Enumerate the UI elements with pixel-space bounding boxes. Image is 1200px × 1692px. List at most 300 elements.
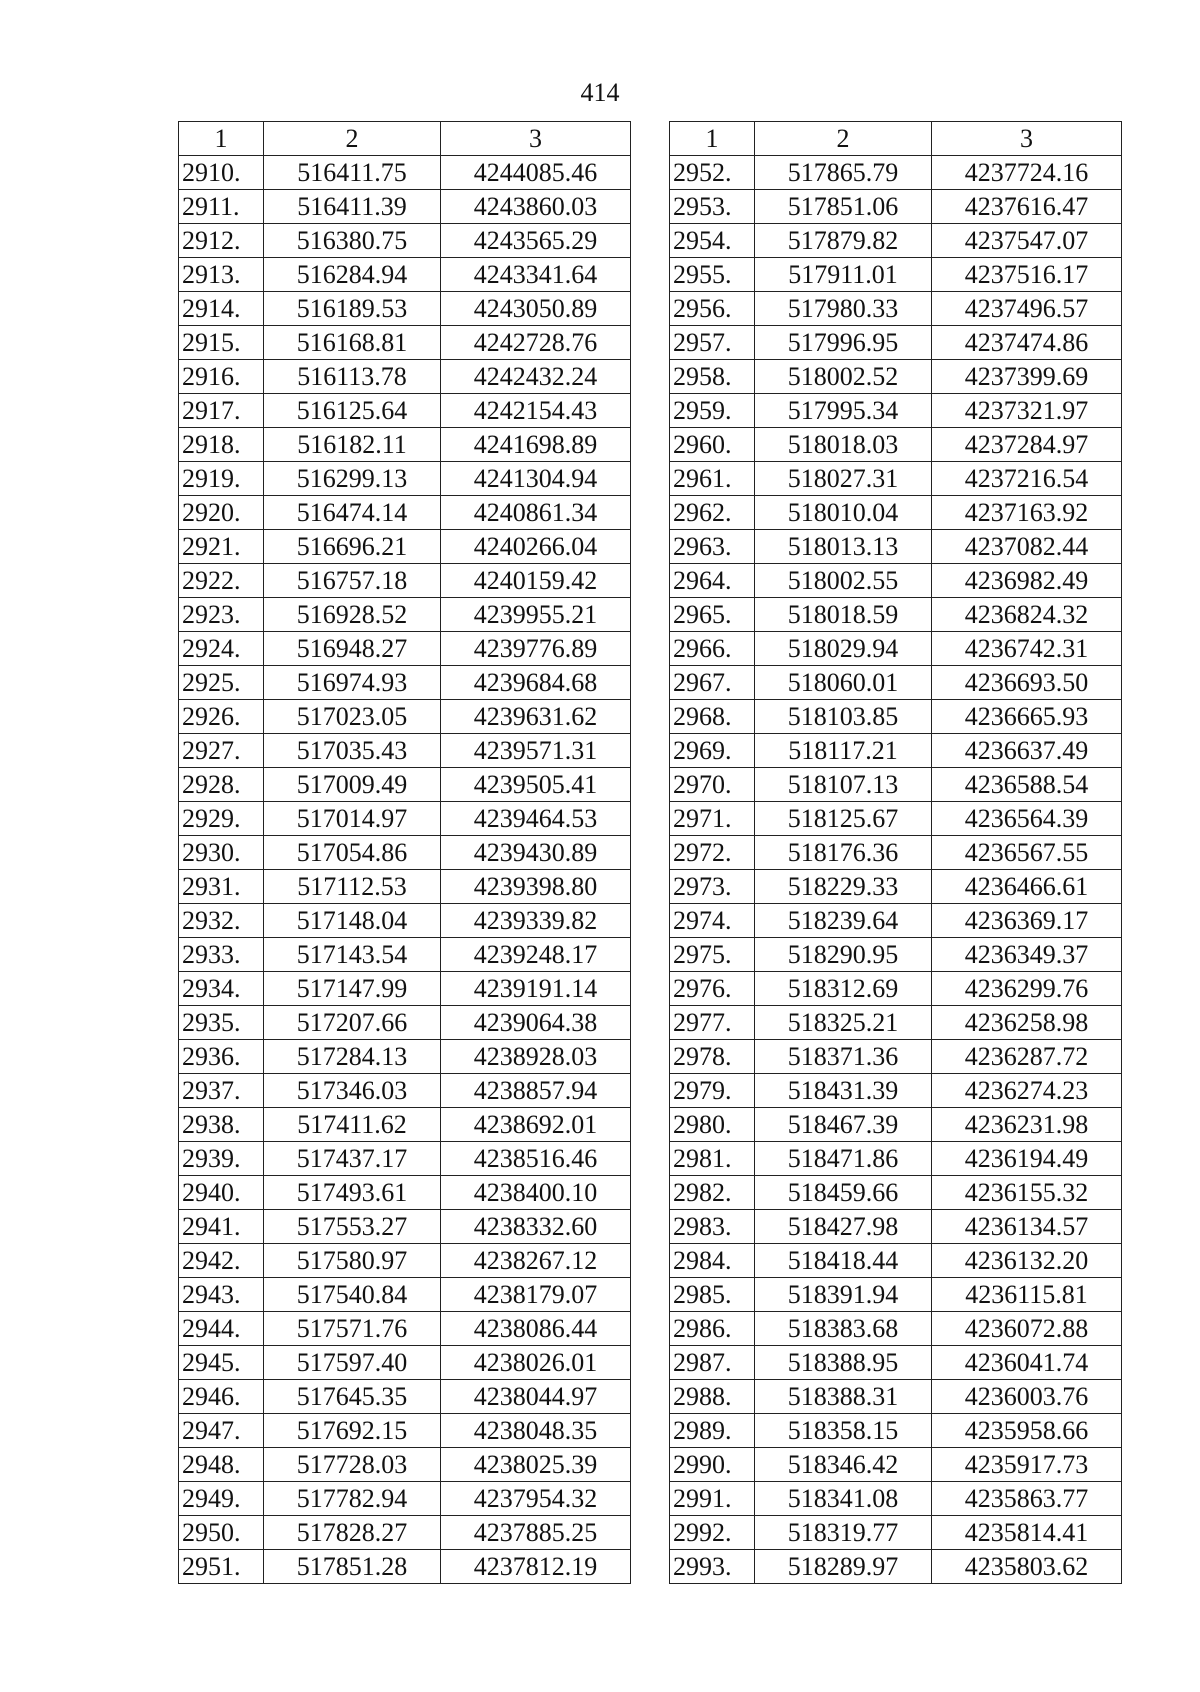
- y-coordinate-cell: 4243860.03: [441, 190, 631, 224]
- y-coordinate-cell: 4238516.46: [441, 1142, 631, 1176]
- y-coordinate-cell: 4236041.74: [932, 1346, 1122, 1380]
- x-coordinate-cell: 518319.77: [755, 1516, 932, 1550]
- y-coordinate-cell: 4237082.44: [932, 530, 1122, 564]
- table-row: [179, 1312, 631, 1346]
- y-coordinate-cell: 4236982.49: [932, 564, 1122, 598]
- table-row: [179, 802, 631, 836]
- y-coordinate-cell: 4236564.39: [932, 802, 1122, 836]
- x-coordinate-cell: 517782.94: [264, 1482, 441, 1516]
- y-coordinate-cell: 4237474.86: [932, 326, 1122, 360]
- y-coordinate-cell: 4239631.62: [441, 700, 631, 734]
- column-header: 2: [264, 122, 441, 156]
- y-coordinate-cell: 4236567.55: [932, 836, 1122, 870]
- y-coordinate-cell: 4237321.97: [932, 394, 1122, 428]
- x-coordinate-cell: 518346.42: [755, 1448, 932, 1482]
- y-coordinate-cell: 4237216.54: [932, 462, 1122, 496]
- x-coordinate-cell: 518388.31: [755, 1380, 932, 1414]
- x-coordinate-cell: 516974.93: [264, 666, 441, 700]
- y-coordinate-cell: 4236742.31: [932, 632, 1122, 666]
- column-header: 1: [179, 122, 264, 156]
- y-coordinate-cell: 4237284.97: [932, 428, 1122, 462]
- y-coordinate-cell: 4236637.49: [932, 734, 1122, 768]
- y-coordinate-cell: 4242154.43: [441, 394, 631, 428]
- x-coordinate-cell: 516284.94: [264, 258, 441, 292]
- x-coordinate-cell: 517571.76: [264, 1312, 441, 1346]
- table-row: [179, 326, 631, 360]
- x-coordinate-cell: 517054.86: [264, 836, 441, 870]
- point-number-cell: 2947.: [179, 1414, 264, 1448]
- point-number-cell: 2959.: [670, 394, 755, 428]
- y-coordinate-cell: 4239064.38: [441, 1006, 631, 1040]
- table-row: [670, 462, 1122, 496]
- coordinates-table-left: [178, 121, 631, 1584]
- point-number-cell: 2957.: [670, 326, 755, 360]
- table-row: [670, 224, 1122, 258]
- table-row: [670, 632, 1122, 666]
- y-coordinate-cell: 4239398.80: [441, 870, 631, 904]
- point-number-cell: 2955.: [670, 258, 755, 292]
- x-coordinate-cell: 517828.27: [264, 1516, 441, 1550]
- table-row: [179, 258, 631, 292]
- table-row: [670, 1380, 1122, 1414]
- point-number-cell: 2978.: [670, 1040, 755, 1074]
- table-row: [179, 1142, 631, 1176]
- point-number-cell: 2946.: [179, 1380, 264, 1414]
- point-number-cell: 2986.: [670, 1312, 755, 1346]
- point-number-cell: 2910.: [179, 156, 264, 190]
- y-coordinate-cell: 4236003.76: [932, 1380, 1122, 1414]
- y-coordinate-cell: 4236072.88: [932, 1312, 1122, 1346]
- table-row: [179, 666, 631, 700]
- x-coordinate-cell: 517980.33: [755, 292, 932, 326]
- table-row: [179, 768, 631, 802]
- point-number-cell: 2929.: [179, 802, 264, 836]
- table-row: [670, 1074, 1122, 1108]
- point-number-cell: 2984.: [670, 1244, 755, 1278]
- y-coordinate-cell: 4236134.57: [932, 1210, 1122, 1244]
- x-coordinate-cell: 517143.54: [264, 938, 441, 972]
- x-coordinate-cell: 516757.18: [264, 564, 441, 598]
- x-coordinate-cell: 516299.13: [264, 462, 441, 496]
- x-coordinate-cell: 516113.78: [264, 360, 441, 394]
- table-row: [179, 462, 631, 496]
- point-number-cell: 2948.: [179, 1448, 264, 1482]
- x-coordinate-cell: 517597.40: [264, 1346, 441, 1380]
- column-header: 2: [755, 122, 932, 156]
- y-coordinate-cell: 4239339.82: [441, 904, 631, 938]
- y-coordinate-cell: 4237812.19: [441, 1550, 631, 1584]
- table-header-row: [179, 122, 631, 156]
- y-coordinate-cell: 4237516.17: [932, 258, 1122, 292]
- x-coordinate-cell: 518427.98: [755, 1210, 932, 1244]
- table-row: [670, 1414, 1122, 1448]
- point-number-cell: 2922.: [179, 564, 264, 598]
- y-coordinate-cell: 4235814.41: [932, 1516, 1122, 1550]
- y-coordinate-cell: 4243565.29: [441, 224, 631, 258]
- point-number-cell: 2949.: [179, 1482, 264, 1516]
- point-number-cell: 2989.: [670, 1414, 755, 1448]
- table-row: [179, 1516, 631, 1550]
- point-number-cell: 2930.: [179, 836, 264, 870]
- point-number-cell: 2911.: [179, 190, 264, 224]
- point-number-cell: 2942.: [179, 1244, 264, 1278]
- y-coordinate-cell: 4237724.16: [932, 156, 1122, 190]
- y-coordinate-cell: 4236274.23: [932, 1074, 1122, 1108]
- x-coordinate-cell: 517995.34: [755, 394, 932, 428]
- x-coordinate-cell: 517851.28: [264, 1550, 441, 1584]
- point-number-cell: 2913.: [179, 258, 264, 292]
- table-row: [179, 734, 631, 768]
- x-coordinate-cell: 516125.64: [264, 394, 441, 428]
- table-row: [179, 190, 631, 224]
- y-coordinate-cell: 4237496.57: [932, 292, 1122, 326]
- y-coordinate-cell: 4236369.17: [932, 904, 1122, 938]
- y-coordinate-cell: 4240861.34: [441, 496, 631, 530]
- y-coordinate-cell: 4240159.42: [441, 564, 631, 598]
- x-coordinate-cell: 517437.17: [264, 1142, 441, 1176]
- y-coordinate-cell: 4237616.47: [932, 190, 1122, 224]
- x-coordinate-cell: 518289.97: [755, 1550, 932, 1584]
- point-number-cell: 2980.: [670, 1108, 755, 1142]
- x-coordinate-cell: 516474.14: [264, 496, 441, 530]
- x-coordinate-cell: 517692.15: [264, 1414, 441, 1448]
- point-number-cell: 2932.: [179, 904, 264, 938]
- point-number-cell: 2974.: [670, 904, 755, 938]
- point-number-cell: 2970.: [670, 768, 755, 802]
- x-coordinate-cell: 517112.53: [264, 870, 441, 904]
- y-coordinate-cell: 4239191.14: [441, 972, 631, 1006]
- x-coordinate-cell: 516380.75: [264, 224, 441, 258]
- y-coordinate-cell: 4241304.94: [441, 462, 631, 496]
- point-number-cell: 2960.: [670, 428, 755, 462]
- x-coordinate-cell: 518229.33: [755, 870, 932, 904]
- point-number-cell: 2940.: [179, 1176, 264, 1210]
- x-coordinate-cell: 516928.52: [264, 598, 441, 632]
- point-number-cell: 2981.: [670, 1142, 755, 1176]
- table-row: [179, 700, 631, 734]
- y-coordinate-cell: 4236194.49: [932, 1142, 1122, 1176]
- y-coordinate-cell: 4236287.72: [932, 1040, 1122, 1074]
- x-coordinate-cell: 518325.21: [755, 1006, 932, 1040]
- table-row: [670, 768, 1122, 802]
- point-number-cell: 2965.: [670, 598, 755, 632]
- x-coordinate-cell: 516696.21: [264, 530, 441, 564]
- y-coordinate-cell: 4238025.39: [441, 1448, 631, 1482]
- x-coordinate-cell: 517147.99: [264, 972, 441, 1006]
- table-row: [179, 1040, 631, 1074]
- point-number-cell: 2975.: [670, 938, 755, 972]
- table-row: [670, 156, 1122, 190]
- x-coordinate-cell: 518002.52: [755, 360, 932, 394]
- table-row: [179, 1380, 631, 1414]
- y-coordinate-cell: 4238400.10: [441, 1176, 631, 1210]
- point-number-cell: 2985.: [670, 1278, 755, 1312]
- point-number-cell: 2988.: [670, 1380, 755, 1414]
- x-coordinate-cell: 517851.06: [755, 190, 932, 224]
- y-coordinate-cell: 4237547.07: [932, 224, 1122, 258]
- table-row: [670, 1142, 1122, 1176]
- table-row: [179, 972, 631, 1006]
- y-coordinate-cell: 4238026.01: [441, 1346, 631, 1380]
- page-number: 414: [580, 78, 620, 107]
- x-coordinate-cell: 516411.39: [264, 190, 441, 224]
- y-coordinate-cell: 4244085.46: [441, 156, 631, 190]
- y-coordinate-cell: 4237163.92: [932, 496, 1122, 530]
- point-number-cell: 2919.: [179, 462, 264, 496]
- table-row: [179, 394, 631, 428]
- x-coordinate-cell: 518431.39: [755, 1074, 932, 1108]
- table-row: [179, 428, 631, 462]
- table-row: [670, 1516, 1122, 1550]
- table-row: [670, 326, 1122, 360]
- x-coordinate-cell: 517553.27: [264, 1210, 441, 1244]
- point-number-cell: 2917.: [179, 394, 264, 428]
- x-coordinate-cell: 517540.84: [264, 1278, 441, 1312]
- table-row: [670, 1278, 1122, 1312]
- x-coordinate-cell: 517023.05: [264, 700, 441, 734]
- y-coordinate-cell: 4241698.89: [441, 428, 631, 462]
- y-coordinate-cell: 4238044.97: [441, 1380, 631, 1414]
- table-row: [670, 700, 1122, 734]
- column-header: 3: [441, 122, 631, 156]
- y-coordinate-cell: 4238179.07: [441, 1278, 631, 1312]
- y-coordinate-cell: 4235958.66: [932, 1414, 1122, 1448]
- y-coordinate-cell: 4239505.41: [441, 768, 631, 802]
- point-number-cell: 2963.: [670, 530, 755, 564]
- point-number-cell: 2972.: [670, 836, 755, 870]
- point-number-cell: 2962.: [670, 496, 755, 530]
- x-coordinate-cell: 518371.36: [755, 1040, 932, 1074]
- y-coordinate-cell: 4238086.44: [441, 1312, 631, 1346]
- point-number-cell: 2968.: [670, 700, 755, 734]
- y-coordinate-cell: 4239776.89: [441, 632, 631, 666]
- y-coordinate-cell: 4238048.35: [441, 1414, 631, 1448]
- y-coordinate-cell: 4237885.25: [441, 1516, 631, 1550]
- point-number-cell: 2945.: [179, 1346, 264, 1380]
- y-coordinate-cell: 4238267.12: [441, 1244, 631, 1278]
- coordinates-table-right: [669, 121, 1122, 1584]
- column-header: 1: [670, 122, 755, 156]
- y-coordinate-cell: 4240266.04: [441, 530, 631, 564]
- x-coordinate-cell: 518176.36: [755, 836, 932, 870]
- x-coordinate-cell: 516182.11: [264, 428, 441, 462]
- x-coordinate-cell: 517411.62: [264, 1108, 441, 1142]
- table-row: [179, 836, 631, 870]
- x-coordinate-cell: 518467.39: [755, 1108, 932, 1142]
- point-number-cell: 2935.: [179, 1006, 264, 1040]
- x-coordinate-cell: 518418.44: [755, 1244, 932, 1278]
- y-coordinate-cell: 4238332.60: [441, 1210, 631, 1244]
- table-row: [179, 1074, 631, 1108]
- table-row: [670, 190, 1122, 224]
- table-row: [179, 564, 631, 598]
- y-coordinate-cell: 4236132.20: [932, 1244, 1122, 1278]
- y-coordinate-cell: 4239248.17: [441, 938, 631, 972]
- x-coordinate-cell: 517014.97: [264, 802, 441, 836]
- y-coordinate-cell: 4236115.81: [932, 1278, 1122, 1312]
- table-header-row: [670, 122, 1122, 156]
- point-number-cell: 2925.: [179, 666, 264, 700]
- point-number-cell: 2938.: [179, 1108, 264, 1142]
- x-coordinate-cell: 517879.82: [755, 224, 932, 258]
- x-coordinate-cell: 517284.13: [264, 1040, 441, 1074]
- table-row: [670, 836, 1122, 870]
- table-row: [670, 666, 1122, 700]
- point-number-cell: 2958.: [670, 360, 755, 394]
- table-row: [670, 530, 1122, 564]
- table-row: [179, 292, 631, 326]
- table-row: [670, 394, 1122, 428]
- y-coordinate-cell: 4236155.32: [932, 1176, 1122, 1210]
- table-row: [670, 1244, 1122, 1278]
- x-coordinate-cell: 518341.08: [755, 1482, 932, 1516]
- x-coordinate-cell: 517728.03: [264, 1448, 441, 1482]
- table-row: [179, 1108, 631, 1142]
- table-row: [670, 1210, 1122, 1244]
- point-number-cell: 2977.: [670, 1006, 755, 1040]
- y-coordinate-cell: 4239464.53: [441, 802, 631, 836]
- point-number-cell: 2939.: [179, 1142, 264, 1176]
- point-number-cell: 2993.: [670, 1550, 755, 1584]
- point-number-cell: 2937.: [179, 1074, 264, 1108]
- x-coordinate-cell: 517148.04: [264, 904, 441, 938]
- table-row: [670, 938, 1122, 972]
- y-coordinate-cell: 4243050.89: [441, 292, 631, 326]
- point-number-cell: 2979.: [670, 1074, 755, 1108]
- y-coordinate-cell: 4235917.73: [932, 1448, 1122, 1482]
- table-row: [670, 496, 1122, 530]
- y-coordinate-cell: 4236349.37: [932, 938, 1122, 972]
- y-coordinate-cell: 4238928.03: [441, 1040, 631, 1074]
- x-coordinate-cell: 517035.43: [264, 734, 441, 768]
- y-coordinate-cell: 4238692.01: [441, 1108, 631, 1142]
- table-row: [179, 1550, 631, 1584]
- point-number-cell: 2933.: [179, 938, 264, 972]
- point-number-cell: 2928.: [179, 768, 264, 802]
- point-number-cell: 2920.: [179, 496, 264, 530]
- x-coordinate-cell: 518239.64: [755, 904, 932, 938]
- column-header: 3: [932, 122, 1122, 156]
- x-coordinate-cell: 518002.55: [755, 564, 932, 598]
- x-coordinate-cell: 516411.75: [264, 156, 441, 190]
- y-coordinate-cell: 4237399.69: [932, 360, 1122, 394]
- x-coordinate-cell: 518010.04: [755, 496, 932, 530]
- point-number-cell: 2912.: [179, 224, 264, 258]
- x-coordinate-cell: 517346.03: [264, 1074, 441, 1108]
- table-row: [670, 292, 1122, 326]
- x-coordinate-cell: 518107.13: [755, 768, 932, 802]
- point-number-cell: 2987.: [670, 1346, 755, 1380]
- point-number-cell: 2927.: [179, 734, 264, 768]
- y-coordinate-cell: 4236231.98: [932, 1108, 1122, 1142]
- x-coordinate-cell: 518117.21: [755, 734, 932, 768]
- y-coordinate-cell: 4238857.94: [441, 1074, 631, 1108]
- point-number-cell: 2956.: [670, 292, 755, 326]
- point-number-cell: 2934.: [179, 972, 264, 1006]
- table-row: [179, 224, 631, 258]
- y-coordinate-cell: 4237954.32: [441, 1482, 631, 1516]
- point-number-cell: 2976.: [670, 972, 755, 1006]
- table-row: [670, 972, 1122, 1006]
- point-number-cell: 2967.: [670, 666, 755, 700]
- table-row: [179, 598, 631, 632]
- point-number-cell: 2954.: [670, 224, 755, 258]
- y-coordinate-cell: 4236466.61: [932, 870, 1122, 904]
- point-number-cell: 2941.: [179, 1210, 264, 1244]
- point-number-cell: 2961.: [670, 462, 755, 496]
- table-row: [670, 1006, 1122, 1040]
- x-coordinate-cell: 518060.01: [755, 666, 932, 700]
- point-number-cell: 2916.: [179, 360, 264, 394]
- table-row: [179, 1448, 631, 1482]
- x-coordinate-cell: 518103.85: [755, 700, 932, 734]
- x-coordinate-cell: 518029.94: [755, 632, 932, 666]
- point-number-cell: 2953.: [670, 190, 755, 224]
- y-coordinate-cell: 4242432.24: [441, 360, 631, 394]
- table-row: [179, 530, 631, 564]
- y-coordinate-cell: 4243341.64: [441, 258, 631, 292]
- x-coordinate-cell: 517009.49: [264, 768, 441, 802]
- x-coordinate-cell: 518358.15: [755, 1414, 932, 1448]
- point-number-cell: 2926.: [179, 700, 264, 734]
- x-coordinate-cell: 517207.66: [264, 1006, 441, 1040]
- point-number-cell: 2964.: [670, 564, 755, 598]
- x-coordinate-cell: 517580.97: [264, 1244, 441, 1278]
- table-row: [670, 802, 1122, 836]
- x-coordinate-cell: 518027.31: [755, 462, 932, 496]
- x-coordinate-cell: 518312.69: [755, 972, 932, 1006]
- point-number-cell: 2924.: [179, 632, 264, 666]
- x-coordinate-cell: 518125.67: [755, 802, 932, 836]
- table-row: [179, 496, 631, 530]
- table-row: [179, 938, 631, 972]
- x-coordinate-cell: 518018.59: [755, 598, 932, 632]
- table-row: [179, 1278, 631, 1312]
- x-coordinate-cell: 518018.03: [755, 428, 932, 462]
- y-coordinate-cell: 4236693.50: [932, 666, 1122, 700]
- table-row: [670, 564, 1122, 598]
- point-number-cell: 2951.: [179, 1550, 264, 1584]
- y-coordinate-cell: 4235863.77: [932, 1482, 1122, 1516]
- table-row: [670, 1108, 1122, 1142]
- table-row: [179, 1346, 631, 1380]
- point-number-cell: 2983.: [670, 1210, 755, 1244]
- table-row: [179, 1482, 631, 1516]
- table-row: [179, 360, 631, 394]
- point-number-cell: 2931.: [179, 870, 264, 904]
- table-row: [670, 734, 1122, 768]
- point-number-cell: 2990.: [670, 1448, 755, 1482]
- point-number-cell: 2992.: [670, 1516, 755, 1550]
- table-row: [670, 1550, 1122, 1584]
- table-row: [670, 1176, 1122, 1210]
- x-coordinate-cell: 518388.95: [755, 1346, 932, 1380]
- point-number-cell: 2971.: [670, 802, 755, 836]
- table-row: [670, 258, 1122, 292]
- x-coordinate-cell: 518290.95: [755, 938, 932, 972]
- x-coordinate-cell: 517911.01: [755, 258, 932, 292]
- x-coordinate-cell: 516168.81: [264, 326, 441, 360]
- table-row: [670, 428, 1122, 462]
- y-coordinate-cell: 4235803.62: [932, 1550, 1122, 1584]
- y-coordinate-cell: 4242728.76: [441, 326, 631, 360]
- table-row: [670, 598, 1122, 632]
- y-coordinate-cell: 4236665.93: [932, 700, 1122, 734]
- point-number-cell: 2918.: [179, 428, 264, 462]
- table-row: [670, 1346, 1122, 1380]
- point-number-cell: 2921.: [179, 530, 264, 564]
- y-coordinate-cell: 4239571.31: [441, 734, 631, 768]
